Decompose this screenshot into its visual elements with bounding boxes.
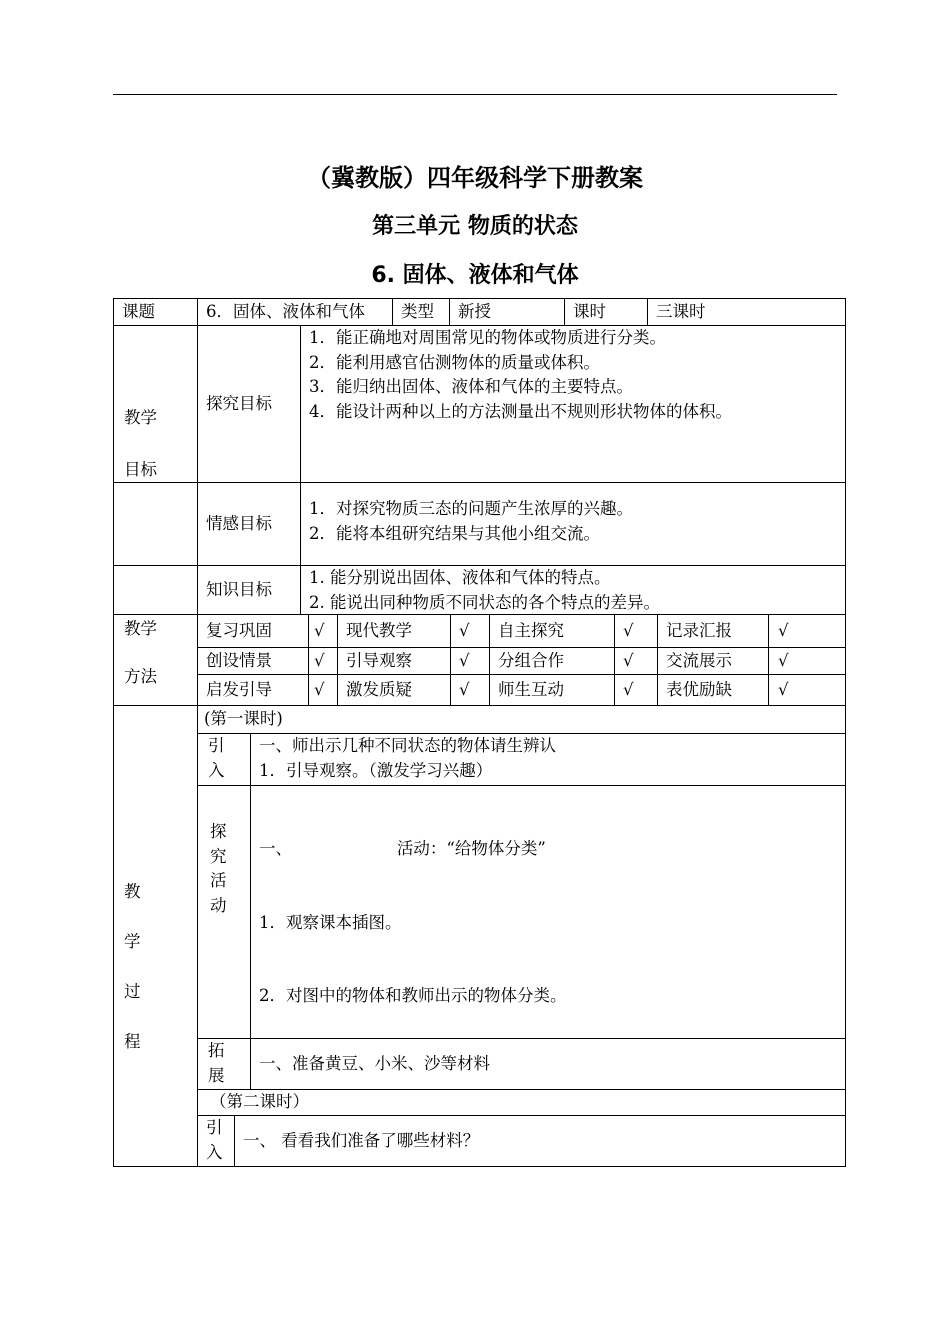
method-praise: 表优励缺 (657, 674, 769, 706)
check-mark: √ (450, 614, 490, 648)
check-mark: √ (308, 614, 338, 648)
method-interact: 师生互动 (489, 674, 615, 706)
emotion-goal-label: 情感目标 (197, 482, 301, 566)
method-scenario: 创设情景 (197, 647, 309, 675)
list-item: 1．引导观察。（激发学习兴趣） (259, 760, 493, 780)
process-label-char: 过 (124, 982, 141, 1001)
method-exchange: 交流展示 (657, 647, 769, 675)
list-item: 4．能设计两种以上的方法测量出不规则形状物体的体积。 (309, 401, 732, 421)
method-observe: 引导观察 (337, 647, 451, 675)
explore-label-char: 探 (210, 822, 227, 841)
intro2-label-char: 入 (206, 1142, 223, 1162)
extend-label (197, 1038, 251, 1090)
goals-blank-cell (113, 482, 198, 566)
list-item: 1．能正确地对周围常见的物体或物质进行分类。 (309, 328, 666, 347)
methods-section-label (113, 614, 198, 706)
check-mark: √ (614, 614, 658, 648)
process-section-label (113, 705, 198, 1167)
list-item: 1. 能分别说出固体、液体和气体的特点。 (309, 568, 611, 587)
session-1-heading: (第一课时) (197, 705, 846, 734)
hours-value: 三课时 (647, 298, 846, 326)
knowledge-goal-list (300, 565, 846, 615)
explore-activity-label (197, 785, 251, 1039)
method-inspire: 启发引导 (197, 674, 309, 706)
intro2-label (197, 1115, 235, 1167)
list-item: 2．能利用感官估测物体的质量或体积。 (309, 352, 600, 372)
check-mark: √ (450, 647, 490, 675)
intro2-label-char: 引 (206, 1118, 223, 1137)
unit-title: 第三单元 物质的状态 (372, 214, 578, 239)
list-item: 2．能将本组研究结果与其他小组交流。 (309, 523, 600, 543)
method-self-explore: 自主探究 (489, 614, 615, 648)
explore-label-char: 究 (210, 846, 227, 866)
explore-label-char: 动 (210, 895, 227, 915)
check-mark: √ (768, 647, 846, 675)
method-question: 激发质疑 (337, 674, 451, 706)
check-mark: √ (308, 647, 338, 675)
intro-label-char: 引 (208, 736, 225, 755)
methods-label-b: 方法 (124, 667, 157, 686)
explore-goal-label: 探究目标 (197, 325, 301, 483)
intro-label (197, 733, 251, 786)
method-modern: 现代教学 (337, 614, 451, 648)
list-item: 2. 能说出同种物质不同状态的各个特点的差异。 (309, 592, 660, 612)
list-item: 1．观察课本插图。 (259, 912, 402, 932)
lesson-title: 6. 固体、液体和气体 (371, 263, 579, 288)
list-item: 2．对图中的物体和教师出示的物体分类。 (259, 986, 567, 1005)
list-item: 3．能归纳出固体、液体和气体的主要特点。 (309, 377, 633, 396)
check-mark: √ (614, 674, 658, 706)
check-mark: √ (308, 674, 338, 706)
goals-label-b: 目标 (124, 460, 157, 479)
list-item: 一、 活动：“给物体分类” (259, 839, 546, 858)
label-type: 类型 (392, 298, 450, 326)
method-record: 记录汇报 (657, 614, 769, 648)
goals-section-label (113, 325, 198, 483)
check-mark: √ (768, 614, 846, 648)
topic-value: 6．固体、液体和气体 (197, 298, 393, 326)
methods-label-a: 教学 (124, 619, 157, 638)
type-value: 新授 (449, 298, 565, 326)
list-item: 1．对探究物质三态的问题产生浓厚的兴趣。 (309, 499, 633, 518)
check-mark: √ (614, 647, 658, 675)
intro-label-char: 入 (208, 760, 225, 780)
explore-goal-list (300, 325, 846, 483)
explore-label-char: 活 (210, 871, 227, 890)
knowledge-goal-label: 知识目标 (197, 565, 301, 615)
explore-activity-content (250, 785, 846, 1039)
extend-content: 一、准备黄豆、小米、沙等材料 (250, 1038, 846, 1090)
emotion-goal-list (300, 482, 846, 566)
process-label-char: 学 (124, 932, 141, 951)
label-topic: 课题 (113, 298, 198, 326)
session-2-heading: （第二课时） (197, 1089, 846, 1116)
label-hours: 课时 (564, 298, 648, 326)
method-group: 分组合作 (489, 647, 615, 675)
goals-blank-cell (113, 565, 198, 615)
check-mark: √ (450, 674, 490, 706)
process-label-char: 程 (124, 1032, 141, 1051)
doc-title: （冀教版）四年级科学下册教案 (307, 164, 643, 192)
method-review: 复习巩固 (197, 614, 309, 648)
goals-label-a: 教学 (124, 408, 157, 427)
header-rule (113, 94, 837, 95)
intro-content (250, 733, 846, 786)
extend-label-char: 拓 (208, 1041, 225, 1060)
process-label-char: 教 (124, 882, 141, 901)
extend-label-char: 展 (208, 1065, 225, 1085)
check-mark: √ (768, 674, 846, 706)
list-item: 一、师出示几种不同状态的物体请生辨认 (259, 736, 556, 755)
intro2-content: 一、 看看我们准备了哪些材料？ (234, 1115, 846, 1167)
